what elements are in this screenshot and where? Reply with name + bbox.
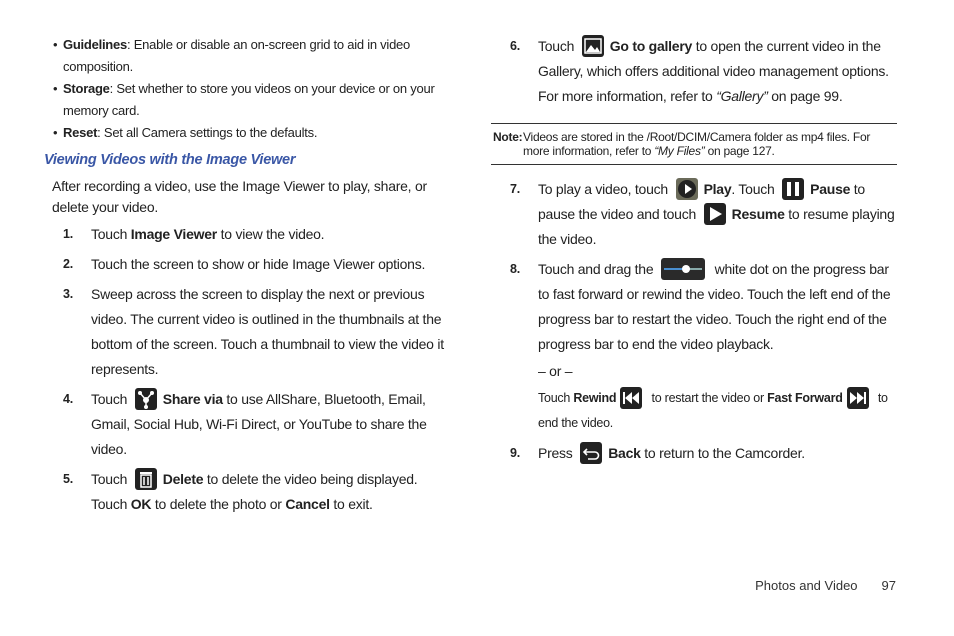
rewind-icon (620, 387, 642, 409)
note-box: Note: Videos are stored in the /Root/DCIM/Camera folder as mp4 files. For more information, refer to “My Files” on page 127. (491, 123, 897, 165)
pause-icon (782, 178, 804, 200)
delete-icon (135, 468, 157, 490)
page-number: 97 (881, 578, 896, 593)
back-icon (580, 442, 602, 464)
bullet-guidelines: • Guidelines: Enable or disable an on-screen grid to aid in video composition. (44, 34, 444, 78)
left-column (44, 34, 444, 522)
resume-icon (704, 203, 726, 225)
step-2: 2. Touch the screen to show or hide Image Viewer options. (63, 256, 426, 272)
page-footer (755, 578, 896, 593)
progress-bar-icon (661, 258, 705, 280)
step-8: 8. Touch and drag the white dot on the progress bar to fast forward or rewind the video. Touch the left end of the progress bar to restart the video. Touch the right end of the progress bar to end the video playback. – or – Touch Rewind to restart the video or Fast Forward to end the video. (491, 257, 897, 436)
share-via-icon (135, 388, 157, 410)
fast-forward-icon (847, 387, 869, 409)
right-column (491, 34, 897, 471)
step-9: 9. Press Back to return to the Camcorder. (491, 441, 897, 466)
bullet-reset: • Reset: Set all Camera settings to the defaults. (44, 122, 444, 144)
step-6: 6. Touch Go to gallery to open the current video in the Gallery, which offers additional video management options. For more information, refer to “Gallery” on page 99. (491, 34, 897, 109)
gallery-icon (582, 35, 604, 57)
bullet-storage: • Storage: Set whether to store you videos on your device or on your memory card. (44, 78, 444, 122)
step-3: 3. Sweep across the screen to display the next or previous video. The current video is outlined in the thumbnails at the bottom of the screen. Touch a thumbnail to view the video it represents. (63, 286, 444, 377)
step-1: 1. Touch Image Viewer to view the video. (63, 226, 325, 242)
section-heading: Viewing Videos with the Image Viewer (44, 152, 296, 168)
step-5: 5. Touch Delete to delete the video being displayed. Touch OK to delete the photo or Cancel to exit. (44, 467, 444, 517)
step-7: 7. To play a video, touch Play. Touch Pause to pause the video and touch Resume to resume playing the video. (491, 177, 897, 252)
footer-section: Photos and Video (755, 578, 858, 593)
step-4: 4. Touch Share via to use AllShare, Bluetooth, Email, Gmail, Social Hub, Wi-Fi Direct, or YouTube to share the video. (44, 387, 444, 462)
play-icon (676, 178, 698, 200)
or-separator: – or – (538, 363, 573, 379)
rewind-fastforward-text: Touch Rewind to restart the video or Fast Forward to end the video. (538, 386, 897, 436)
intro-paragraph: After recording a video, use the Image Viewer to play, share, or delete your video. (52, 178, 427, 215)
